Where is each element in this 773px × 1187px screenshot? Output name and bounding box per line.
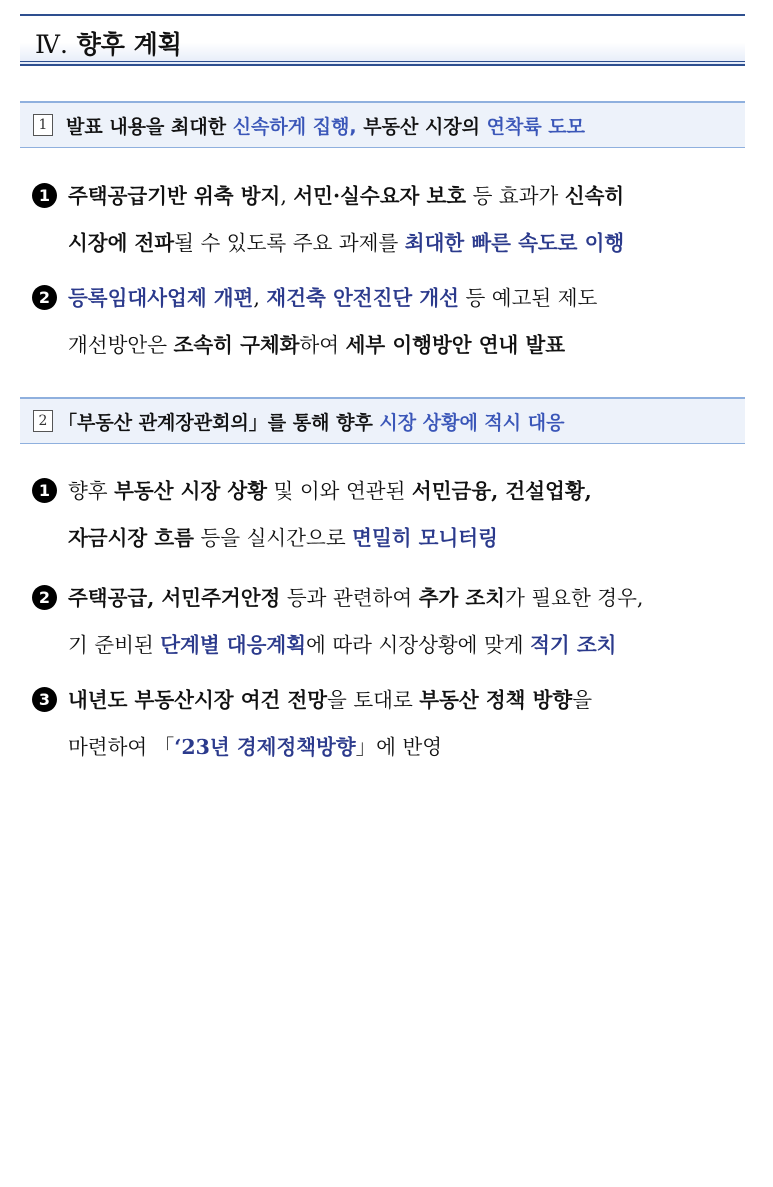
heading-part: 「부동산 관계장관회의」를 통해 향후: [58, 412, 380, 434]
body-text: ,: [280, 184, 294, 208]
emphasis-text: 주택공급, 서민주거안정: [68, 586, 281, 610]
item-line-1: [68, 575, 643, 622]
emphasis-text: 주택공급기반 위축 방지: [68, 184, 281, 208]
emphasis-text: 추가 조치: [418, 586, 506, 610]
body-text: 마련하여 「: [68, 735, 175, 759]
emphasis-text: 적기 조치: [530, 633, 617, 657]
chapter-underline: [20, 61, 745, 62]
emphasis-text: 최대한 빠른 속도로 이행: [404, 231, 625, 255]
chapter-header: [20, 14, 745, 66]
body-text: ,: [253, 286, 267, 310]
body-text: 등 효과가: [466, 184, 565, 208]
body-text: 하여: [299, 333, 346, 357]
body-text: 에 따라 시장상황에 맞게: [306, 633, 531, 657]
emphasis-text: 단계별 대응계획: [160, 633, 307, 657]
number-marker-2: 2: [32, 585, 57, 610]
section-heading-2: [20, 397, 745, 444]
chapter-title: [35, 25, 182, 61]
number-marker-3: 3: [32, 687, 57, 712]
chapter-number: Ⅳ.: [35, 30, 68, 59]
number-marker-2: 2: [32, 285, 57, 310]
body-text: 및 이와 연관된: [267, 479, 412, 503]
body-text: 등을 실시간으로: [193, 526, 353, 550]
body-text: 등 예고된 제도: [458, 286, 598, 310]
item-line-2: [68, 724, 442, 771]
emphasis-text: 세부 이행방안 연내 발표: [345, 333, 566, 357]
heading-highlight: 연착륙 도모: [486, 116, 586, 138]
emphasis-text: 서민·실수요자 보호: [293, 184, 467, 208]
emphasis-text: 부동산 정책 방향: [419, 688, 573, 712]
emphasis-text: 면밀히 모니터링: [352, 526, 498, 550]
emphasis-text: 서민금융, 건설업황,: [411, 479, 592, 503]
section-heading-1: [20, 101, 745, 148]
body-text: 」에 반영: [355, 735, 443, 759]
heading-highlight: 시장 상황에 적시 대응: [379, 412, 565, 434]
emphasis-text: 시장에 전파: [68, 231, 175, 255]
number-marker-1: 1: [32, 183, 57, 208]
body-text: 될 수 있도록 주요 과제를: [174, 231, 405, 255]
emphasis-text: 재건축 안전진단 개선: [266, 286, 459, 310]
item-line-2: [68, 515, 498, 562]
item-line-2: [68, 322, 565, 369]
body-text: 가 필요한 경우,: [505, 586, 644, 610]
emphasis-text: 부동산 시장 상황: [114, 479, 268, 503]
body-text: 을 토대로: [327, 688, 420, 712]
body-text: 개선방안은: [68, 333, 174, 357]
emphasis-text: 등록임대사업제 개편: [68, 286, 254, 310]
item-line-1: [68, 677, 592, 724]
emphasis-text: 조속히 구체화: [173, 333, 300, 357]
emphasis-text: ‘23년 경제정책방향: [174, 735, 356, 759]
body-text: 을: [572, 688, 593, 712]
heading-part: 부동산 시장의: [356, 116, 487, 138]
emphasis-text: 자금시장 흐름: [68, 526, 194, 550]
section-heading-text: [58, 408, 564, 435]
section-number-box: 2: [33, 410, 53, 432]
heading-highlight: 신속하게 집행,: [232, 116, 357, 138]
item-line-1: [68, 275, 597, 322]
heading-part: 발표 내용을 최대한: [66, 116, 233, 138]
body-text: 등과 관련하여: [280, 586, 419, 610]
body-text: 기 준비된: [68, 633, 161, 657]
section-number-box: 1: [33, 114, 53, 136]
item-line-1: [68, 468, 592, 515]
item-line-2: [68, 220, 624, 267]
section-heading-text: [66, 112, 585, 139]
chapter-title-text: 향후 계획: [76, 30, 182, 59]
number-marker-1: 1: [32, 478, 57, 503]
emphasis-text: 신속히: [564, 184, 625, 208]
item-line-1: [68, 173, 624, 220]
emphasis-text: 내년도 부동산시장 여건 전망: [68, 688, 328, 712]
body-text: 향후: [68, 479, 115, 503]
item-line-2: [68, 622, 616, 669]
